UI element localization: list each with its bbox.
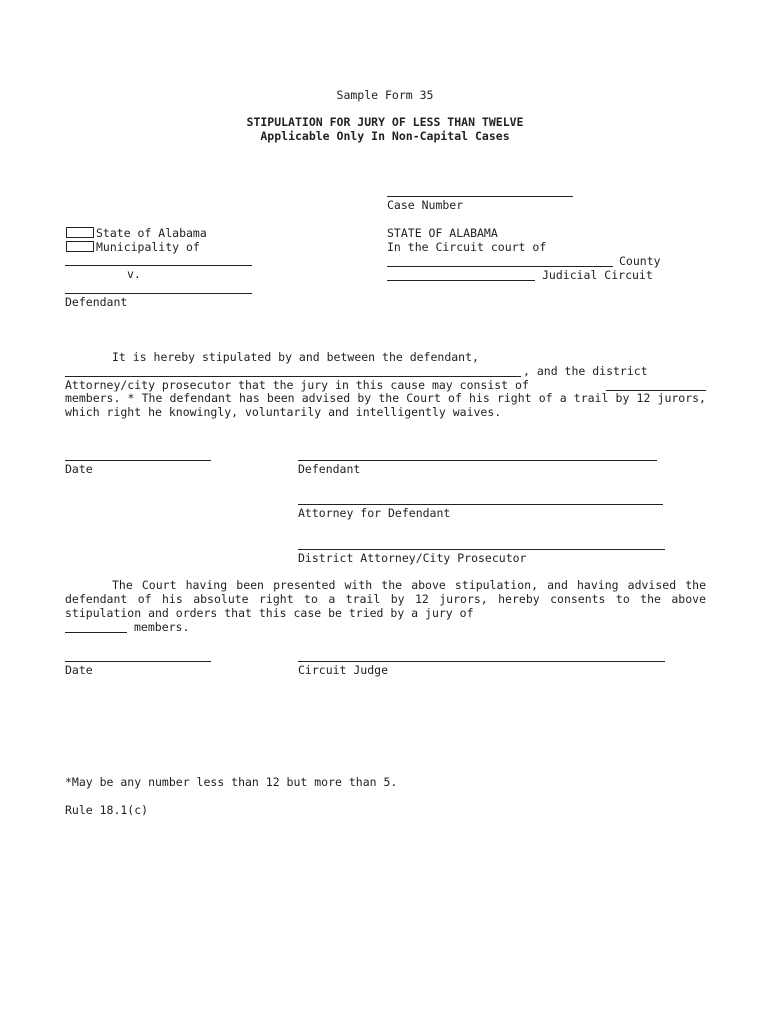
court-order-text-1: The Court having been presented with the above stipulation, and having advised the defendant of his absolute right to a trail by 12 jurors, hereby consents to the above stipulation and orders that this case be tried by a jury of	[65, 578, 706, 620]
municipality-label: Municipality of	[96, 240, 200, 254]
form-title: STIPULATION FOR JURY OF LESS THAN TWELVE	[246, 115, 524, 129]
attorney-signature-line[interactable]	[298, 504, 663, 505]
stipulation-defendant-field[interactable]	[65, 364, 521, 377]
state-of-alabama-label: State of Alabama	[96, 226, 207, 240]
state-of-alabama-checkbox[interactable]	[66, 227, 94, 238]
stipulation-text-1: It is hereby stipulated by and between the defendant,	[112, 350, 479, 364]
judge-date-line[interactable]	[65, 661, 211, 662]
stipulation-text-3: Attorney/city prosecutor that the jury in this cause may consist of	[65, 378, 529, 392]
stipulation-text-4: members. * The defendant has been advised by the Court of his right of a trail by 12 jurors, which right he knowingly, voluntarily and intelligently waives.	[65, 391, 706, 419]
judge-signature-line[interactable]	[298, 661, 665, 662]
juror-count-field[interactable]	[606, 378, 706, 391]
defendant-caption-label: Defendant	[65, 295, 128, 309]
versus-label: v.	[127, 267, 141, 281]
plaintiff-name-field[interactable]	[65, 253, 252, 266]
form-subtitle: Applicable Only In Non-Capital Cases	[260, 129, 510, 143]
attorney-signature-label: Attorney for Defendant	[298, 506, 451, 520]
form-number-label: Sample Form 35	[336, 88, 434, 102]
rule-reference: Rule 18.1(c)	[65, 803, 149, 817]
municipality-checkbox[interactable]	[66, 241, 94, 252]
state-heading: STATE OF ALABAMA	[387, 226, 498, 240]
judge-signature-label: Circuit Judge	[298, 663, 389, 677]
judicial-circuit-label: Judicial Circuit	[542, 268, 653, 282]
defendant-name-field[interactable]	[65, 281, 252, 294]
footnote: *May be any number less than 12 but more than 5.	[65, 775, 398, 789]
judicial-circuit-field[interactable]	[387, 268, 535, 281]
stipulation-text-2: , and the district	[523, 364, 648, 378]
defendant-signature-line[interactable]	[298, 460, 657, 461]
judge-date-label: Date	[65, 663, 93, 677]
prosecutor-signature-label: District Attorney/City Prosecutor	[298, 551, 527, 565]
prosecutor-signature-line[interactable]	[298, 549, 665, 550]
case-number-field[interactable]	[387, 184, 573, 197]
jury-size-field[interactable]	[65, 620, 127, 633]
county-label: County	[619, 254, 661, 268]
date-label: Date	[65, 462, 93, 476]
court-order-members-label: members.	[134, 620, 190, 634]
court-order-text	[65, 578, 706, 620]
county-field[interactable]	[387, 254, 613, 267]
defendant-signature-label: Defendant	[298, 462, 361, 476]
circuit-court-label: In the Circuit court of	[387, 240, 547, 254]
case-number-label: Case Number	[387, 198, 464, 212]
date-signature-line[interactable]	[65, 460, 211, 461]
